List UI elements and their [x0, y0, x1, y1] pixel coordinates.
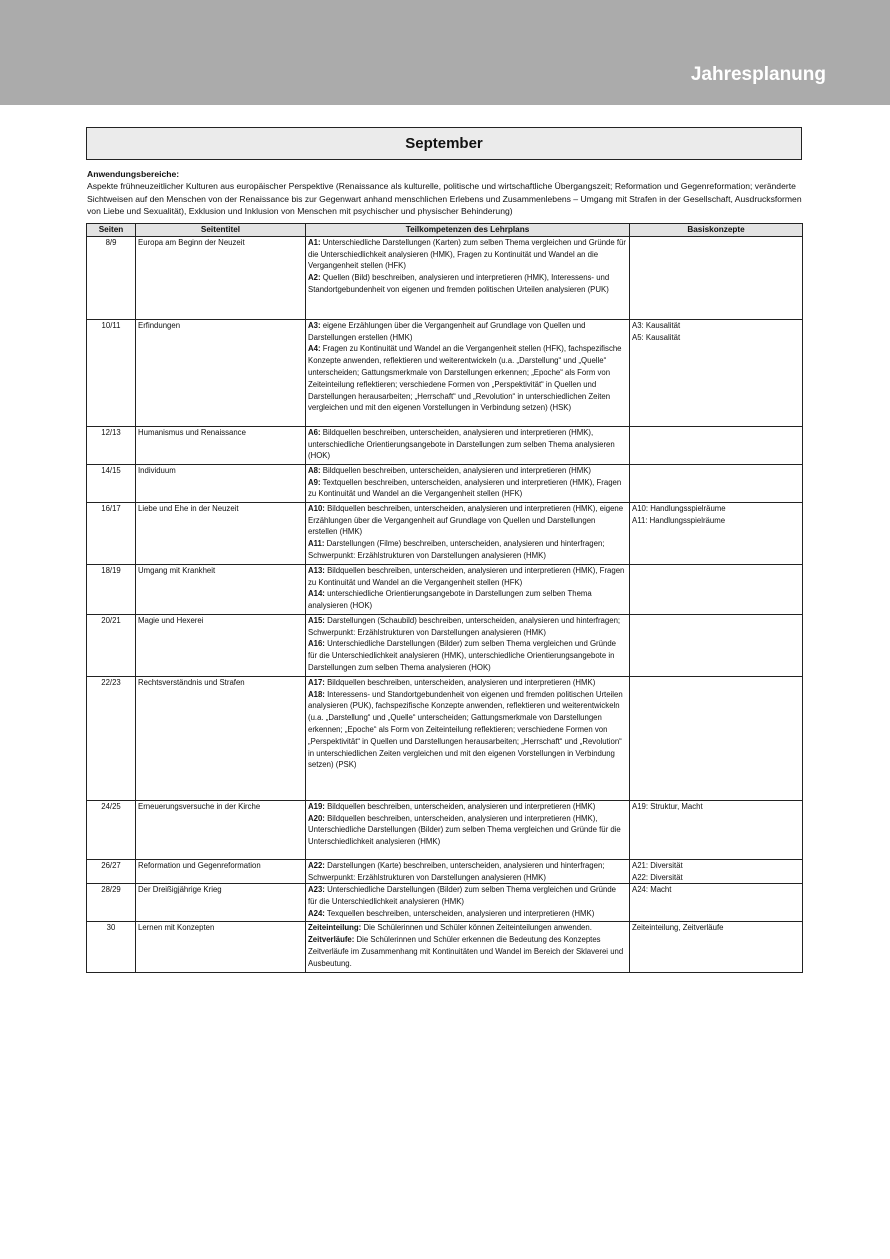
competency-item [308, 588, 627, 612]
competency-item [308, 615, 627, 639]
competency-code: Zeitverläufe: [308, 935, 355, 945]
competency-text: Textquellen beschreiben, unterscheiden, analysieren und interpretieren (HMK), Fragen zu Kontinuität und Wandel an die Vergangenheit stellen (HFK) [308, 477, 622, 499]
competency-code: A14: [308, 589, 325, 599]
cell-competencies [306, 614, 630, 676]
competency-item [308, 801, 627, 813]
cell-concepts [630, 426, 803, 464]
header-band [0, 0, 890, 105]
competency-code: A15: [308, 615, 325, 625]
competency-text: Bildquellen beschreiben, unterscheiden, analysieren und interpretieren (HMK) [320, 465, 592, 475]
competency-text: Bildquellen beschreiben, unterscheiden, analysieren und interpretieren (HMK), Unterschiedliche Darstellungen (Bilder) zum selben Thema vergleichen und Gründe für die Unterschiedlichkeit analysieren (HMK) [308, 813, 621, 847]
competency-code: A1: [308, 237, 321, 247]
competency-item [308, 565, 627, 589]
competency-code: A11: [308, 539, 325, 549]
cell-competencies [306, 564, 630, 614]
month-heading: September [86, 127, 802, 160]
competency-code: A20: [308, 813, 325, 823]
cell-pages: 28/29 [87, 884, 136, 922]
competency-text: unterschiedliche Orientierungsangebote in Darstellungen zum selben Thema analysieren (HOK) [308, 589, 592, 611]
competency-text: Unterschiedliche Darstellungen (Bilder) zum selben Thema vergleichen und Gründe für die Unterschiedlichkeit analysieren (HMK), unterschiedliche Orientierungsangebote in Darstellungen zum selben Thema analysieren (HOK) [308, 639, 616, 672]
competency-item [308, 884, 627, 908]
application-areas-label: Anwendungsbereiche: [87, 169, 180, 179]
competency-item [308, 272, 627, 296]
cell-title: Reformation und Gegenreformation [136, 859, 306, 884]
table-row [87, 614, 803, 676]
competency-item [308, 538, 627, 562]
competency-text: Darstellungen (Filme) beschreiben, unterscheiden, analysieren und hinterfragen; Schwerpunkt: Erzählstrukturen von Darstellungen analysieren (HMK) [308, 539, 605, 560]
competency-text: Bildquellen beschreiben, unterscheiden, analysieren und interpretieren (HMK) [324, 677, 596, 687]
competency-text: Quellen (Bild) beschreiben, analysieren und interpretieren (HMK), Interessens- und Standortgebundenheit von eigenen und fremden politischen Urteilen analysieren (PUK) [308, 273, 610, 294]
competency-item [308, 813, 627, 848]
cell-concepts [630, 859, 803, 884]
application-areas [87, 168, 803, 218]
competency-text: Texquellen beschreiben, unterscheiden, analysieren und interpretieren (HMK) [324, 908, 595, 918]
competency-item [308, 638, 627, 673]
table-row [87, 676, 803, 800]
cell-title: Magie und Hexerei [136, 614, 306, 676]
cell-title: Humanismus und Renaissance [136, 426, 306, 464]
competency-text: Die Schülerinnen und Schüler erkennen die Bedeutung des Konzeptes Zeitverläufe im Zusammenhang mit Kontinuitäten und Wandel im Bereich der Sklaverei und Ausbeutung. [308, 935, 624, 968]
competency-text: Die Schülerinnen und Schüler können Zeiteinteilungen anwenden. [361, 923, 592, 933]
competency-item [308, 477, 627, 501]
cell-competencies [306, 464, 630, 502]
table-row [87, 502, 803, 564]
cell-pages: 20/21 [87, 614, 136, 676]
competency-code: A23: [308, 885, 325, 895]
cell-pages: 18/19 [87, 564, 136, 614]
table-row [87, 426, 803, 464]
concept-item: A22: Diversität [632, 872, 683, 882]
competency-text: Bildquellen beschreiben, unterscheiden, analysieren und interpretieren (HMK) [324, 801, 596, 811]
cell-concepts [630, 319, 803, 426]
cell-pages: 30 [87, 922, 136, 973]
cell-concepts [630, 800, 803, 859]
cell-competencies [306, 236, 630, 319]
competency-code: A16: [308, 639, 325, 649]
cell-pages: 10/11 [87, 319, 136, 426]
cell-pages: 26/27 [87, 859, 136, 884]
competency-item [308, 237, 627, 272]
cell-title: Lernen mit Konzepten [136, 922, 306, 973]
concept-item: A11: Handlungsspielräume [632, 515, 726, 525]
cell-competencies [306, 426, 630, 464]
cell-pages: 8/9 [87, 236, 136, 319]
cell-title: Erfindungen [136, 319, 306, 426]
competency-code: A2: [308, 273, 321, 283]
cell-title: Erneuerungsversuche in der Kirche [136, 800, 306, 859]
competency-item [308, 934, 627, 969]
cell-title: Rechtsverständnis und Strafen [136, 676, 306, 800]
cell-competencies [306, 922, 630, 973]
competency-item [308, 908, 627, 920]
concept-item: A19: Struktur, Macht [632, 801, 703, 811]
page-title: Jahresplanung [690, 64, 826, 85]
competency-code: A19: [308, 801, 325, 811]
competency-code: A6: [308, 427, 321, 437]
competency-text: Bildquellen beschreiben, unterscheiden, analysieren und interpretieren (HMK), Fragen zu Kontinuität und Wandel an die Vergangenheit stellen (HFK) [308, 565, 625, 587]
competency-text: Darstellungen (Karte) beschreiben, unterscheiden, analysieren und hinterfragen; Schwerpunkt: Erzählstrukturen von Darstellungen analysieren (HMK) [308, 860, 605, 882]
competency-text: Bildquellen beschreiben, unterscheiden, analysieren und interpretieren (HMK), eigene Erzählungen über die Vergangenheit auf Grundlage von Quellen und Darstellungen erstellen (HMK) [308, 503, 624, 537]
table-body [87, 236, 803, 973]
competency-item [308, 922, 627, 934]
cell-title: Liebe und Ehe in der Neuzeit [136, 502, 306, 564]
concept-item: A3: Kausalität [632, 320, 681, 330]
column-header-competencies: Teilkompetenzen des Lehrplans [306, 224, 630, 237]
cell-concepts [630, 884, 803, 922]
cell-concepts [630, 564, 803, 614]
table-row [87, 859, 803, 884]
concept-item: Zeiteinteilung, Zeitverläufe [632, 923, 724, 933]
competency-code: A4: [308, 344, 321, 354]
cell-title: Der Dreißigjährige Krieg [136, 884, 306, 922]
table-row [87, 922, 803, 973]
competency-text: Interessens- und Standortgebundenheit von eigenen und fremden politischen Urteilen analysieren (PUK), fachspezifische Konzepte anwenden, reflektieren und weiterentwickeln (u.a. „Darstellung“ und „Quelle“ unterscheiden; Gattungsmerkmale von Darstellungen erkennen; „Epoche“ als Form von Zeiteinteilung reflektieren; verschiedene Formen von „Perspektivität“ in Quellen und Darstellungen herausarbeiten; „Herrschaft“ und „Revolution“ in unterschiedlichen Zeiten vergleichen und mit den eigenen Vorstellungen in Verbindung setzen) (PSK) [308, 689, 623, 770]
competency-text: Fragen zu Kontinuität und Wandel an die Vergangenheit stellen (HFK), fachspezifische Konzepte anwenden, reflektieren und weiterentwickeln (u.a. „Darstellung“ und „Quelle“ unterscheiden; Gattungsmerkmale von Darstellungen erkennen; „Epoche“ als Form von Zeiteinteilung reflektieren; verschiedene Formen von „Perspektivität“ in Quellen und Darstellungen herausarbeiten; „Herrschaft“ und „Revolution“ in unterschiedlichen Zeiten vergleichen und mit den eigenen Vorstellungen in Verbindung setzen) (HSK) [308, 344, 622, 413]
cell-competencies [306, 800, 630, 859]
cell-concepts [630, 464, 803, 502]
cell-title: Umgang mit Krankheit [136, 564, 306, 614]
column-header-pages: Seiten [87, 224, 136, 237]
competency-item [308, 320, 627, 344]
table-row [87, 564, 803, 614]
cell-concepts [630, 922, 803, 973]
cell-pages: 24/25 [87, 800, 136, 859]
competency-code: A17: [308, 677, 325, 687]
competency-item [308, 427, 627, 462]
competency-text: Unterschiedliche Darstellungen (Karten) zum selben Thema vergleichen und Gründe für die Unterschiedlichkeit analysieren (HMK), Fragen zu Kontinuität und Wandel an die Vergangenheit stellen (HFK) [308, 237, 626, 271]
concept-item: A21: Diversität [632, 860, 683, 870]
competency-text: eigene Erzählungen über die Vergangenheit auf Grundlage von Quellen und Darstellungen erstellen (HMK) [308, 320, 586, 342]
competency-item [308, 343, 627, 414]
concept-item: A24: Macht [632, 885, 672, 895]
competency-code: A8: [308, 465, 321, 475]
competency-code: Zeiteinteilung: [308, 923, 362, 933]
cell-competencies [306, 319, 630, 426]
cell-concepts [630, 676, 803, 800]
cell-title: Individuum [136, 464, 306, 502]
cell-pages: 22/23 [87, 676, 136, 800]
cell-concepts [630, 236, 803, 319]
cell-pages: 14/15 [87, 464, 136, 502]
cell-competencies [306, 676, 630, 800]
table-header-row [87, 224, 803, 237]
cell-pages: 16/17 [87, 502, 136, 564]
table-row [87, 236, 803, 319]
competency-code: A22: [308, 860, 325, 870]
column-header-concepts: Basiskonzepte [630, 224, 803, 237]
competency-item [308, 503, 627, 538]
cell-competencies [306, 859, 630, 884]
competency-item [308, 860, 627, 884]
competency-text: Bildquellen beschreiben, unterscheiden, analysieren und interpretieren (HMK), unterschiedliche Orientierungsangebote in Darstellungen zum selben Thema analysieren (HOK) [308, 427, 615, 461]
competency-text: Darstellungen (Schaubild) beschreiben, unterscheiden, analysieren und hinterfragen; Schwerpunkt: Erzählstrukturen von Darstellungen analysieren (HMK) [308, 615, 621, 637]
concept-item: A10: Handlungsspielräume [632, 503, 726, 513]
concept-item: A5: Kausalität [632, 332, 681, 342]
table-row [87, 884, 803, 922]
cell-competencies [306, 502, 630, 564]
cell-competencies [306, 884, 630, 922]
competency-code: A18: [308, 689, 325, 699]
competency-text: Unterschiedliche Darstellungen (Bilder) zum selben Thema vergleichen und Gründe für die Unterschiedlichkeit analysieren (HMK) [308, 885, 616, 907]
cell-pages: 12/13 [87, 426, 136, 464]
competency-code: A24: [308, 908, 325, 918]
plan-table [86, 223, 803, 973]
cell-concepts [630, 614, 803, 676]
cell-title: Europa am Beginn der Neuzeit [136, 236, 306, 319]
table-row [87, 319, 803, 426]
competency-item [308, 677, 627, 689]
cell-concepts [630, 502, 803, 564]
table-row [87, 464, 803, 502]
competency-code: A10: [308, 503, 325, 513]
table-row [87, 800, 803, 859]
competency-item [308, 465, 627, 477]
competency-code: A9: [308, 477, 321, 487]
competency-item [308, 689, 627, 772]
application-areas-text: Aspekte frühneuzeitlicher Kulturen aus europäischer Perspektive (Renaissance als kulturelle, politische und wirtschaftliche Übergangszeit; Reformation und Gegenreformation; veränderte Sichtweisen auf den Menschen von der Renaissance bis zur Gegenwart anhand menschlichen Erlebens und Zusammenlebens – Umgang mit Strafen in der Gesellschaft, Ausdrucksformen von Liebe und Sexualität), Exklusion und Inklusion von Menschen mit psychischer und physischer Behinderung) [87, 181, 802, 217]
competency-code: A13: [308, 565, 325, 575]
column-header-title: Seitentitel [136, 224, 306, 237]
competency-code: A3: [308, 320, 321, 330]
